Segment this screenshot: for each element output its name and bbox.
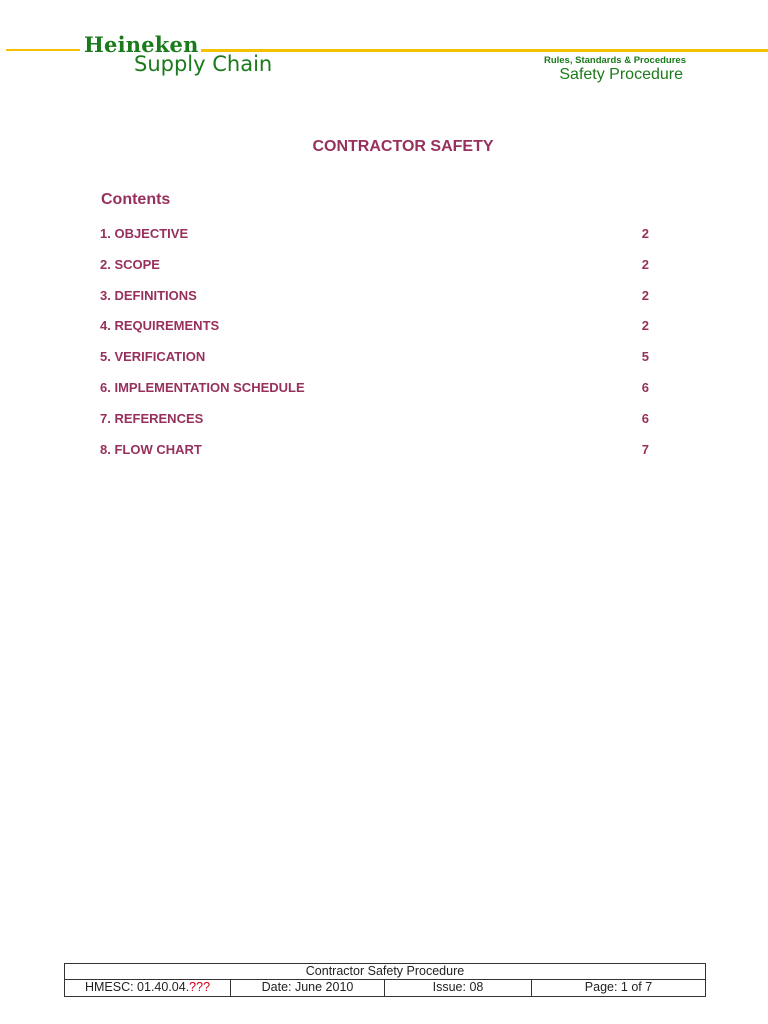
footer-doc-code (65, 980, 231, 996)
toc-entry-verification[interactable] (100, 347, 660, 378)
contents-heading: Contents (101, 191, 171, 208)
toc-entry-label: 7. REFERENCES (100, 410, 204, 426)
toc-entry-definitions[interactable] (100, 286, 660, 317)
header-category: Rules, Standards & Procedures (543, 55, 686, 66)
toc-entry-page: 7 (641, 441, 649, 457)
toc-entry-flow-chart[interactable] (100, 440, 660, 471)
toc-entry-requirements[interactable] (100, 316, 660, 347)
toc-entry-references[interactable] (100, 409, 660, 440)
document-title: CONTRACTOR SAFETY (312, 138, 494, 155)
header-rule-left (6, 49, 80, 51)
toc-entry-page: 2 (641, 318, 649, 334)
header-doc-type: Safety Procedure (559, 66, 683, 83)
toc-entry-page: 2 (641, 226, 649, 241)
footer-info-row (65, 980, 705, 996)
toc-entry-page: 2 (641, 256, 649, 272)
toc-entry-label: 2. SCOPE (100, 256, 160, 272)
table-of-contents (100, 224, 660, 470)
footer-doc-name: Contractor Safety Procedure (65, 964, 705, 980)
toc-entry-scope[interactable] (100, 255, 660, 286)
document-footer (64, 963, 706, 997)
toc-entry-page: 6 (641, 379, 649, 395)
toc-entry-label: 3. DEFINITIONS (100, 287, 197, 303)
footer-page-number: Page: 1 of 7 (584, 980, 653, 994)
header-rule-right (200, 49, 768, 52)
toc-entry-page: 6 (641, 410, 649, 426)
brand-logo-subtitle: Supply Chain (134, 52, 273, 76)
toc-entry-label: 5. VERIFICATION (100, 349, 206, 365)
toc-entry-page: 2 (641, 287, 649, 303)
toc-entry-objective[interactable] (100, 224, 660, 255)
toc-entry-label: 8. FLOW CHART (100, 441, 202, 457)
footer-code-suffix: ??? (189, 980, 211, 994)
toc-entry-label: 4. REQUIREMENTS (100, 318, 220, 334)
footer-date: Date: June 2010 (231, 980, 385, 996)
toc-entry-page: 5 (641, 349, 649, 365)
toc-entry-label: 1. OBJECTIVE (100, 226, 189, 241)
brand-logo-name: Heineken (84, 32, 199, 57)
toc-entry-implementation-schedule[interactable] (100, 378, 660, 409)
footer-code-prefix: HMESC: 01.40.04. (84, 980, 190, 994)
toc-entry-label: 6. IMPLEMENTATION SCHEDULE (100, 379, 305, 395)
footer-issue: Issue: 08 (385, 980, 532, 996)
